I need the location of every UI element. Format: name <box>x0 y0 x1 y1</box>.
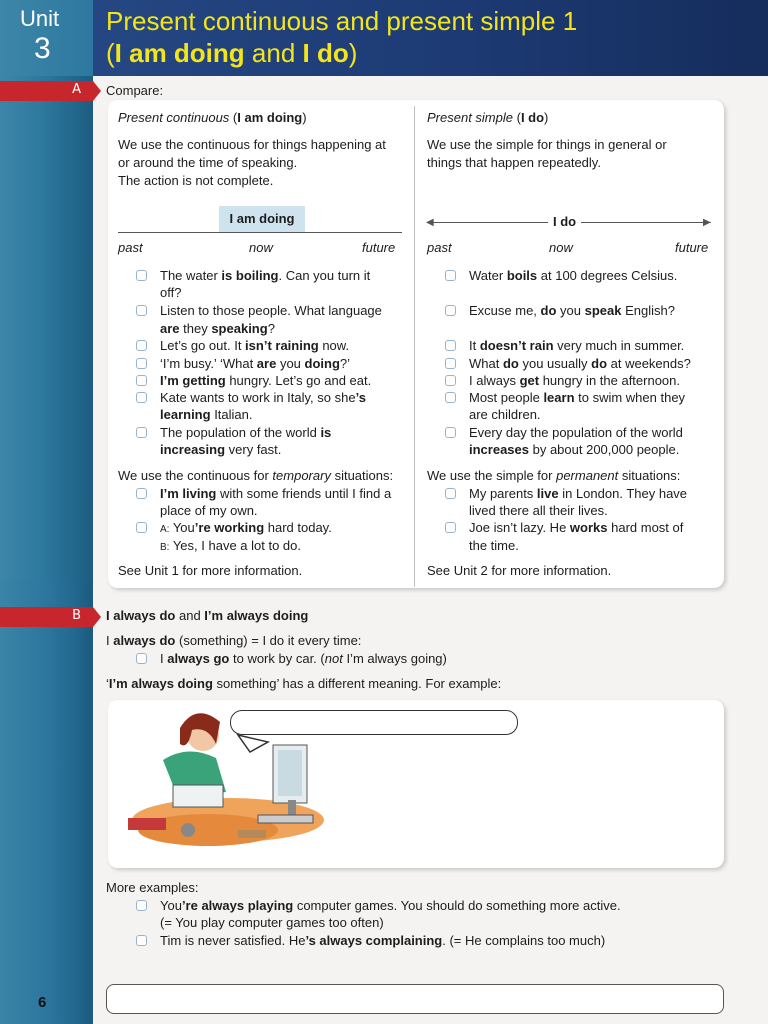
permanent-line: We use the simple for permanent situations: <box>427 468 681 483</box>
bullet-icon <box>445 375 456 386</box>
footer-links <box>106 984 724 1014</box>
panel-divider <box>414 106 415 587</box>
left-future: future <box>362 240 396 255</box>
woman-computer-illustration <box>118 700 358 860</box>
unit-label: Unit <box>20 6 60 31</box>
compare-label: Compare: <box>106 83 164 98</box>
always-doing-line: ‘I’m always doing something’ has a different meaning. For example: <box>106 676 502 691</box>
page-title: Present continuous and present simple 1 <box>106 6 578 36</box>
right-intro-line: things that happen repeatedly. <box>427 155 601 170</box>
bullet-icon <box>445 305 456 316</box>
more-example-1b: (= You play computer games too often) <box>160 915 384 930</box>
arrow-right-icon: ▶ <box>703 217 711 228</box>
left-example: Kate wants to work in Italy, so she’s <box>160 390 366 405</box>
right-example: Excuse me, do you speak English? <box>469 303 675 318</box>
right-past: past <box>427 240 452 255</box>
always-do-example: I always go to work by car. (not I’m always going) <box>160 651 447 666</box>
bullet-icon <box>136 900 147 911</box>
right-now: now <box>549 240 573 255</box>
left-example: increasing very fast. <box>160 442 282 457</box>
bullet-icon <box>136 305 147 316</box>
left-example: I’m getting hungry. Let’s go and eat. <box>160 373 372 388</box>
right-perm-example: My parents live in London. They have <box>469 486 688 501</box>
right-example: I always get hungry in the afternoon. <box>469 373 681 388</box>
right-heading: Present simple (I do) <box>427 110 549 125</box>
left-example: The population of the world is <box>160 425 332 440</box>
right-perm-example: Joe isn’t lazy. He works hard most of <box>469 520 684 535</box>
right-intro-line: We use the simple for things in general or <box>427 137 667 152</box>
right-example: Water boils at 100 degrees Celsius. <box>469 268 678 283</box>
left-example: Let’s go out. It isn’t raining now. <box>160 338 350 353</box>
left-example: The water is boiling. Can you turn it <box>160 268 371 283</box>
right-example: Most people learn to swim when they <box>469 390 686 405</box>
more-example-1: You’re always playing computer games. You should do something more active. <box>160 898 621 913</box>
right-example: are children. <box>469 407 541 422</box>
section-tab-a: A <box>0 81 93 101</box>
bullet-icon <box>136 653 147 664</box>
bullet-icon <box>445 488 456 499</box>
left-intro-line: or around the time of speaking. <box>118 155 298 170</box>
left-temp-example: A: You’re working hard today. <box>160 520 332 535</box>
page-subtitle: (I am doing and I do) <box>106 38 358 68</box>
right-example: Every day the population of the world <box>469 425 683 440</box>
bullet-icon <box>136 392 147 403</box>
left-intro-line: We use the continuous for things happening at <box>118 137 386 152</box>
left-past: past <box>118 240 143 255</box>
left-see-more: See Unit 1 for more information. <box>118 563 303 578</box>
bullet-icon <box>136 340 147 351</box>
bullet-icon <box>445 340 456 351</box>
bullet-icon <box>445 522 456 533</box>
left-example: ‘I’m busy.’ ‘What are you doing?’ <box>160 356 351 371</box>
left-example: are they speaking? <box>160 321 275 336</box>
left-stripe <box>0 0 93 1024</box>
temporary-line: We use the continuous for temporary situations: <box>118 468 394 483</box>
right-future: future <box>675 240 709 255</box>
right-example: increases by about 200,000 people. <box>469 442 680 457</box>
timeline-do-label: I do <box>548 213 581 230</box>
left-timeline-line <box>118 232 402 233</box>
arrow-left-icon: ◀ <box>426 217 434 228</box>
left-example: Listen to those people. What language <box>160 303 382 318</box>
bullet-icon <box>136 427 147 438</box>
left-heading: Present continuous (I am doing) <box>118 110 307 125</box>
bullet-icon <box>445 392 456 403</box>
right-see-more: See Unit 2 for more information. <box>427 563 612 578</box>
bullet-icon <box>445 358 456 369</box>
left-temp-example: I’m living with some friends until I find a <box>160 486 392 501</box>
left-example: learning Italian. <box>160 407 253 422</box>
right-example: It doesn’t rain very much in summer. <box>469 338 685 353</box>
bullet-icon <box>136 270 147 281</box>
bullet-icon <box>136 358 147 369</box>
right-example: What do you usually do at weekends? <box>469 356 691 371</box>
left-now: now <box>249 240 273 255</box>
bullet-icon <box>136 522 147 533</box>
timeline-now-label: I am doing <box>219 206 305 232</box>
unit-badge <box>0 0 93 76</box>
bullet-icon <box>445 427 456 438</box>
more-example-2: Tim is never satisfied. He’s always complaining. (= He complains too much) <box>160 933 606 948</box>
unit-number: 3 <box>34 32 51 65</box>
bullet-icon <box>136 488 147 499</box>
right-perm-example: the time. <box>469 538 519 553</box>
left-intro-line: The action is not complete. <box>118 173 274 188</box>
section-b-heading: I always do and I’m always doing <box>106 608 309 623</box>
section-tab-b: B <box>0 607 93 627</box>
bullet-icon <box>445 270 456 281</box>
left-temp-example: place of my own. <box>160 503 258 518</box>
page-number: 6 <box>38 994 47 1011</box>
left-example: off? <box>160 285 182 300</box>
bullet-icon <box>136 935 147 946</box>
more-examples-label: More examples: <box>106 880 199 895</box>
bullet-icon <box>136 375 147 386</box>
right-perm-example: lived there all their lives. <box>469 503 608 518</box>
left-temp-example: B: Yes, I have a lot to do. <box>160 538 301 553</box>
always-do-line: I always do (something) = I do it every time: <box>106 633 362 648</box>
